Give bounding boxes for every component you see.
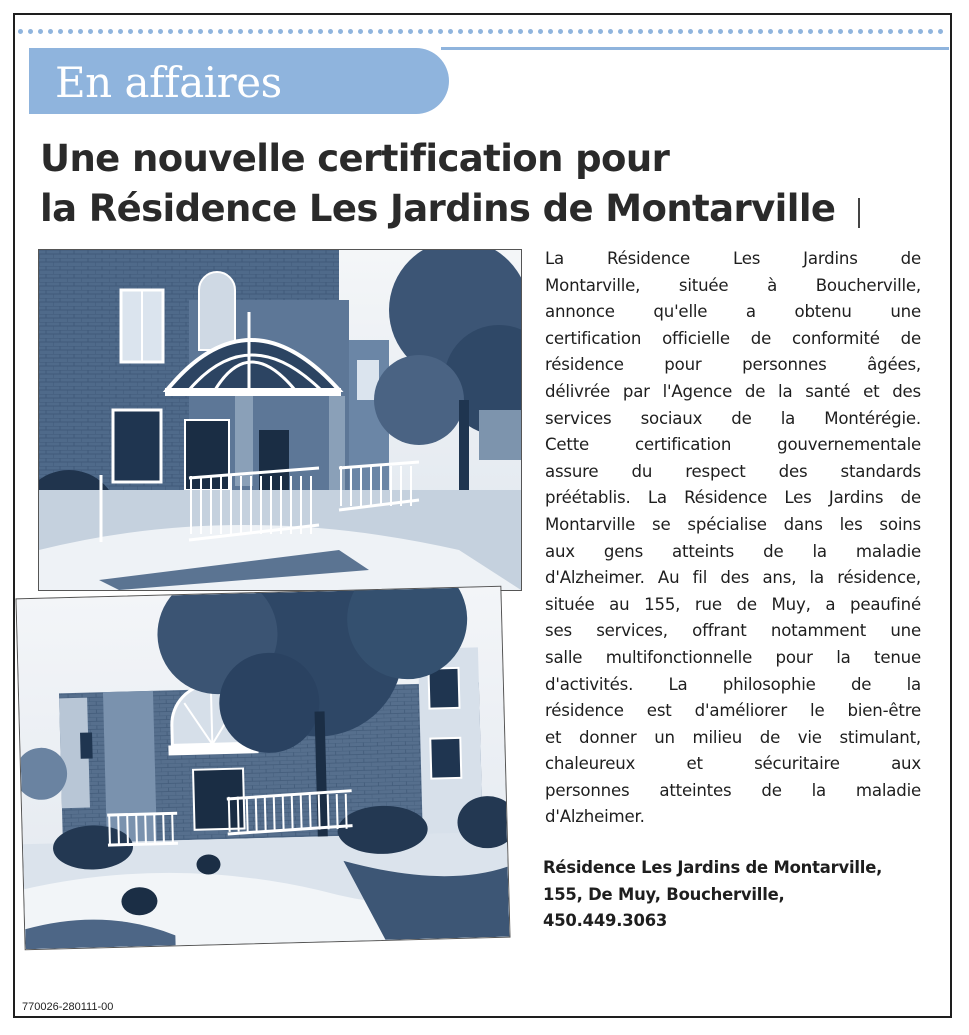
body-line: personnes atteintes de la maladie	[545, 780, 921, 800]
section-label: En affaires	[55, 58, 282, 107]
reference-code: 770026-280111-00	[22, 1001, 114, 1013]
section-banner	[29, 48, 449, 114]
body-line: d'activités. La philosophie de la	[545, 674, 921, 694]
body-line: services sociaux de la Montérégie.	[545, 408, 921, 428]
contact-address: 155, De Muy, Boucherville,	[543, 884, 785, 904]
headline-line-2: la Résidence Les Jardins de Montarville	[40, 187, 836, 230]
contact-name: Résidence Les Jardins de Montarville,	[543, 858, 883, 877]
body-line: délivrée par l'Agence de la santé et des	[545, 381, 921, 401]
body-line: d'Alzheimer.	[545, 807, 645, 827]
body-line: et donner un milieu de vie stimulant,	[545, 727, 921, 747]
body-line: préétablis. La Résidence Les Jardins de	[545, 488, 921, 508]
dotted-border	[18, 29, 944, 35]
body-line: Montarville se spécialise dans les soins	[545, 514, 921, 534]
body-line: résidence pour personnes âgées,	[545, 355, 921, 375]
body-line: La Résidence Les Jardins de	[545, 249, 921, 268]
body-line: ses services, offrant notamment une	[545, 621, 921, 641]
headline-line-1: Une nouvelle certification pour	[40, 137, 670, 180]
body-line: certification officielle de conformité de	[545, 328, 921, 348]
body-line: Montarville, située à Boucherville,	[545, 275, 921, 295]
article-body	[545, 246, 921, 831]
body-line: salle multifonctionnelle pour la tenue	[545, 647, 921, 667]
residence-exterior-image	[17, 587, 510, 950]
contact-phone: 450.449.3063	[543, 911, 668, 930]
body-line: assure du respect des standards	[545, 461, 921, 481]
body-line: Cette certification gouvernementale	[545, 435, 921, 455]
contact-block	[543, 855, 882, 935]
photo-residence-exterior	[15, 586, 510, 951]
photo-residence-entrance	[38, 249, 522, 591]
residence-entrance-image	[39, 250, 521, 590]
body-line: chaleureux et sécuritaire aux	[545, 754, 921, 774]
body-line: aux gens atteints de la maladie	[545, 541, 921, 561]
body-line: annonce qu'elle a obtenu une	[545, 302, 921, 322]
headline	[40, 134, 900, 234]
body-line: d'Alzheimer. Au fil des ans, la résidence,	[545, 568, 921, 588]
text-cursor-mark	[858, 198, 860, 228]
body-line: résidence est d'améliorer le bien-être	[545, 701, 921, 721]
top-rule	[441, 47, 949, 50]
body-line: située au 155, rue de Muy, a peaufiné	[545, 594, 921, 614]
